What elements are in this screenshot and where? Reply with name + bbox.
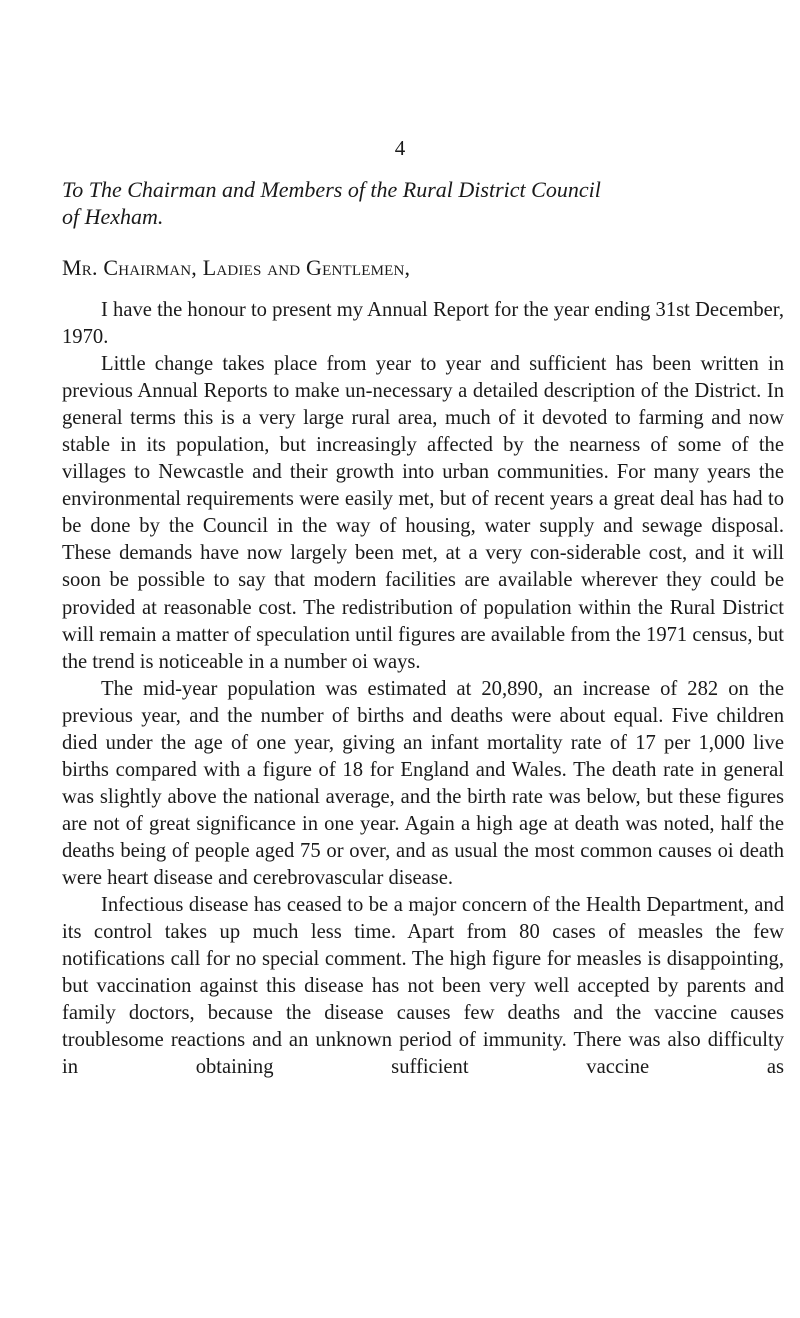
paragraph-1: I have the honour to present my Annual Report for the year ending 31st December, 1970. <box>62 299 784 349</box>
paragraph-3: The mid-year population was estimated at 20,890, an increase of 282 on the previous year, and the number of births and deaths were about equal. Five children died under the age of one year, giving an infant mortality rate of 17 per 1,000 live births compared with a figure of 18 for England and Wales. The death rate in general was slightly above the national average, and the birth rate was below, but these figures are not of great significance in one year. Again a high age at death was noted, half the deaths being of people aged 75 or over, and as usual the most common causes oi death were heart disease and cerebrovascular disease. <box>62 677 784 889</box>
salutation: Mr. Chairman, Ladies and Gentlemen, <box>62 255 411 280</box>
paragraph-2: Little change takes place from year to year and sufficient has been written in previous Annual Reports to make un-necessary a detailed description of the District. In general terms this is a very large rural area, much of it devoted to farming and now stable in its population, but increasingly affected by the nearness of some of the villages to Newcastle and their growth into urban communities. For many years the environmental requirements were easily met, but of recent years a great deal has had to be done by the Council in the way of housing, water supply and sewage disposal. These demands have now largely been met, at a very con-siderable cost, and it will soon be possible to say that modern facilities are available wherever they could be provided at reasonable cost. The redistribution of population within the Rural District will remain a matter of speculation until figures are available from the 1971 census, but the trend is noticeable in a number oi ways. <box>62 353 784 673</box>
report-body <box>62 297 784 1081</box>
page-number: 4 <box>394 136 406 160</box>
address-line-2: of Hexham. <box>62 204 164 229</box>
address-heading <box>62 176 784 230</box>
paragraph-4: Infectious disease has ceased to be a major concern of the Health Department, and its control takes up much less time. Apart from 80 cases of measles the few notifications call for no special comment. The high figure for measles is disappointing, but vaccination against this disease has not been very well accepted by parents and family doctors, because the disease causes few deaths and the vaccine causes troublesome reactions and an unknown period of immunity. There was also difficulty in obtaining sufficient vaccine as <box>62 894 784 1079</box>
address-line-1: To The Chairman and Members of the Rural District Council <box>62 177 601 202</box>
